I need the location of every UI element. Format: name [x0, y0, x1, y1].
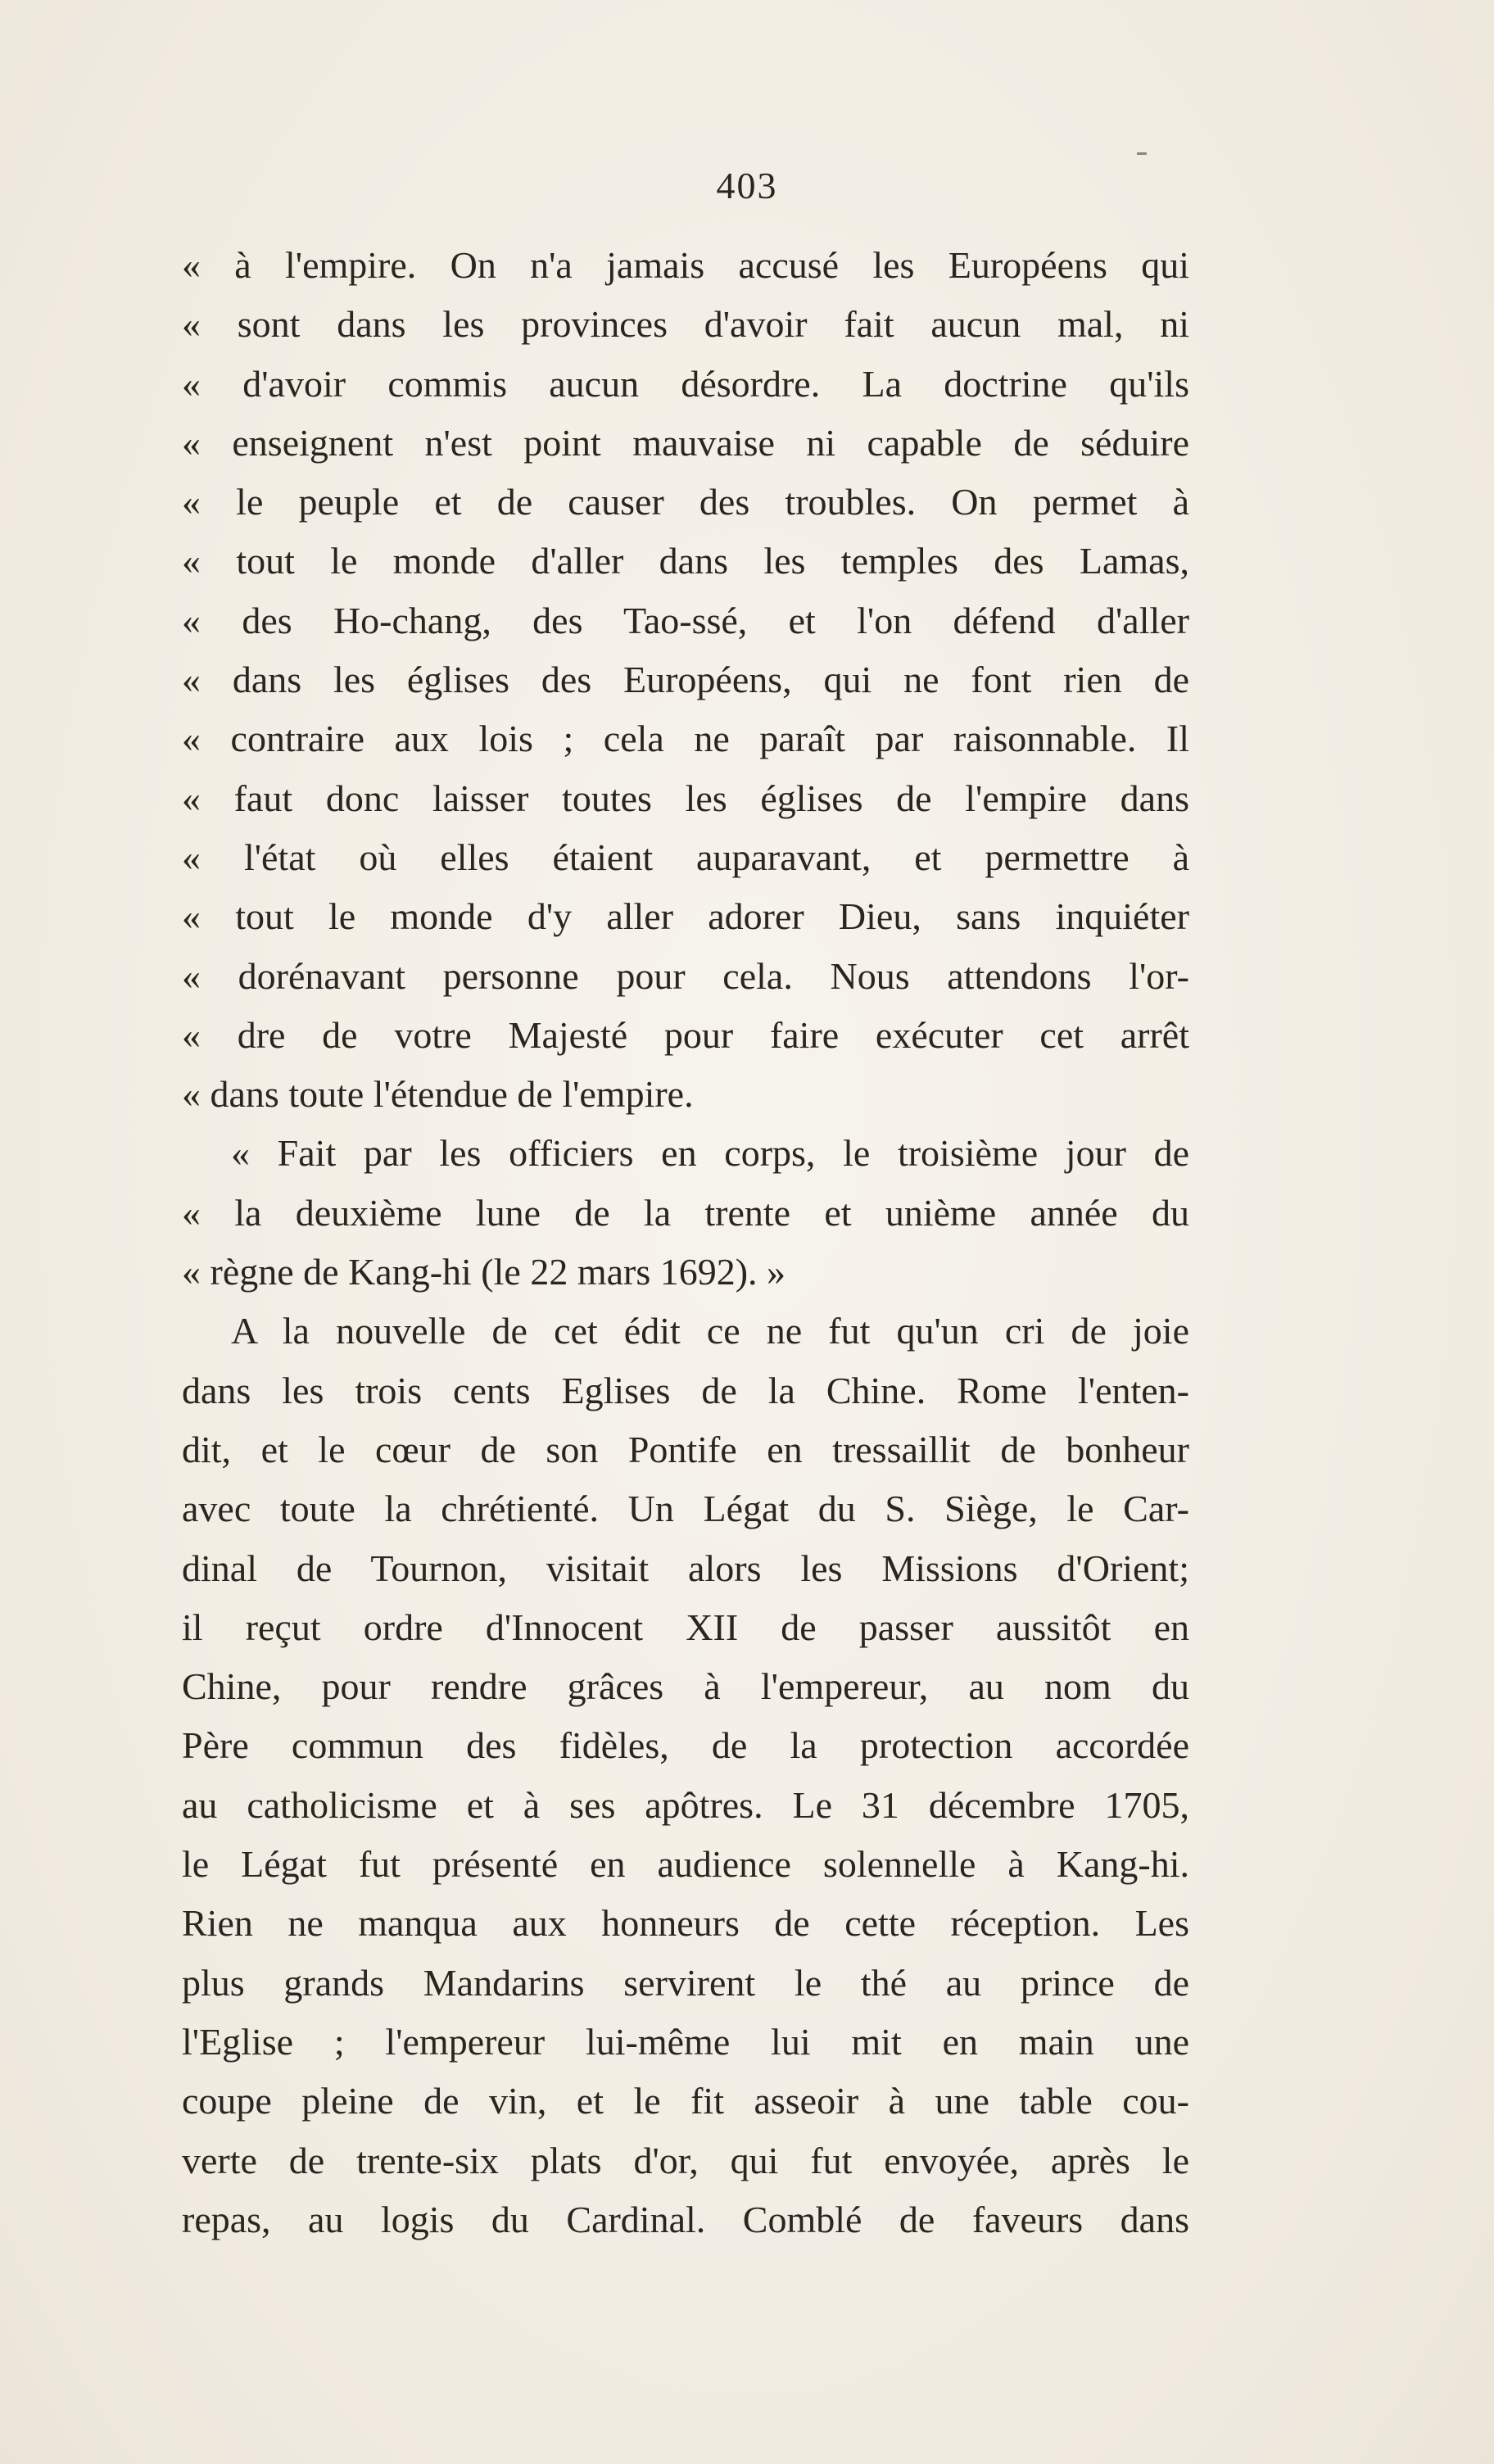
text-line: dinal de Tournon, visitait alors les Missions d'Orient;	[182, 1547, 1189, 1589]
text-line: « contraire aux lois ; cela ne paraît par raisonnable. Il	[182, 718, 1189, 760]
text-line: « règne de Kang-hi (le 22 mars 1692). »	[182, 1251, 786, 1293]
text-line: « faut donc laisser toutes les églises de l'empire dans	[182, 777, 1189, 819]
body-text	[182, 236, 1189, 2249]
text-line: coupe pleine de vin, et le fit asseoir à une table cou-	[182, 2080, 1189, 2122]
text-line: Rien ne manqua aux honneurs de cette réception. Les	[182, 1902, 1189, 1945]
text-line: « dans toute l'étendue de l'empire.	[182, 1073, 694, 1116]
ink-mark	[1137, 152, 1147, 155]
text-line: au catholicisme et à ses apôtres. Le 31 décembre 1705,	[182, 1783, 1189, 1826]
text-line: « le peuple et de causer des troubles. On permet à	[182, 481, 1189, 523]
text-line: « l'état où elles étaient auparavant, et permettre à	[182, 836, 1189, 878]
text-line: dit, et le cœur de son Pontife en tressaillit de bonheur	[182, 1428, 1189, 1470]
text-line: repas, au logis du Cardinal. Comblé de faveurs dans	[182, 2198, 1189, 2240]
page-number: 403	[716, 165, 778, 206]
text-line: « tout le monde d'y aller adorer Dieu, sans inquiéter	[182, 895, 1189, 938]
text-line: il reçut ordre d'Innocent XII de passer aussitôt en	[182, 1606, 1189, 1648]
text-line: « dorénavant personne pour cela. Nous attendons l'or-	[182, 954, 1189, 997]
text-line: « enseignent n'est point mauvaise ni capable de séduire	[182, 421, 1189, 464]
text-line: « Fait par les officiers en corps, le troisième jour de	[231, 1132, 1189, 1175]
text-line: « dans les églises des Européens, qui ne font rien de	[182, 659, 1189, 701]
text-line: plus grands Mandarins servirent le thé au prince de	[182, 1961, 1189, 2004]
text-line: dans les trois cents Eglises de la Chine. Rome l'enten-	[182, 1369, 1189, 1411]
text-line: « tout le monde d'aller dans les temples des Lamas,	[182, 540, 1189, 582]
text-line: Chine, pour rendre grâces à l'empereur, au nom du	[182, 1665, 1189, 1708]
text-line: Père commun des fidèles, de la protection accordée	[182, 1724, 1189, 1767]
text-line: A la nouvelle de cet édit ce ne fut qu'un cri de joie	[231, 1310, 1189, 1352]
text-line: « sont dans les provinces d'avoir fait aucun mal, ni	[182, 303, 1189, 346]
text-line: « d'avoir commis aucun désordre. La doctrine qu'ils	[182, 362, 1189, 405]
text-line: « la deuxième lune de la trente et unième année du	[182, 1191, 1189, 1234]
text-line: « des Ho-chang, des Tao-ssé, et l'on défend d'aller	[182, 599, 1189, 641]
text-line: « dre de votre Majesté pour faire exécuter cet arrêt	[182, 1013, 1189, 1056]
text-line: verte de trente-six plats d'or, qui fut envoyée, après le	[182, 2139, 1189, 2181]
text-line: « à l'empire. On n'a jamais accusé les Européens qui	[182, 244, 1189, 286]
text-line: l'Eglise ; l'empereur lui-même lui mit en main une	[182, 2020, 1189, 2063]
text-line: le Légat fut présenté en audience solennelle à Kang-hi.	[182, 1843, 1189, 1886]
text-line: avec toute la chrétienté. Un Légat du S. Siège, le Car-	[182, 1488, 1189, 1530]
